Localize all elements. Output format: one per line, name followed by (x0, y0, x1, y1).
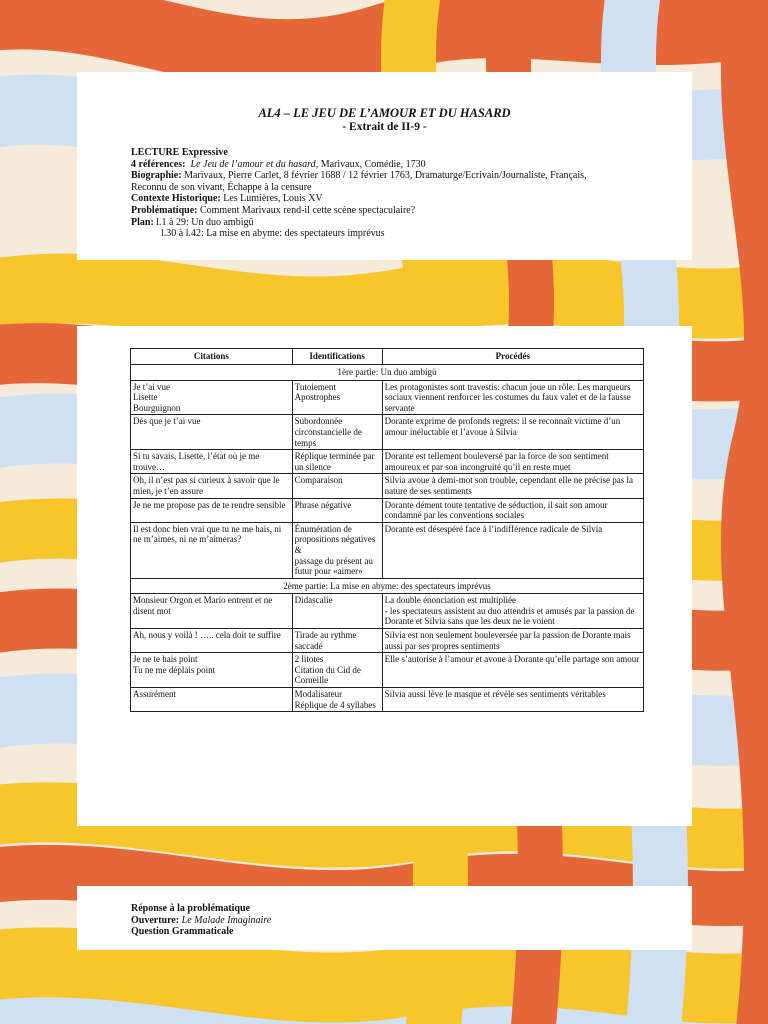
table-row (131, 688, 644, 712)
header-procedes: Procédés (382, 349, 643, 365)
page-subtitle: - Extrait de II-9 - (342, 121, 427, 133)
identification-cell: Modalisateur Réplique de 4 syllabes (292, 688, 382, 712)
identification-cell: Tutoiement Apostrophes (292, 380, 382, 415)
procede-cell: Dorante exprime de profonds regrets: il se reconnaît victime d’un amour inéluctable et l’avoue à Silvia (382, 415, 643, 450)
lecture-label: LECTURE Expressive (131, 147, 228, 158)
table-card (77, 326, 692, 826)
citation-cell: Assurément (131, 688, 293, 712)
info-block (131, 147, 671, 240)
header-card (77, 72, 692, 260)
context-label: Contexte Historique: (131, 193, 221, 205)
citation-cell: Dès que je t’ai vue (131, 415, 293, 450)
grammar-label: Question Grammaticale (131, 926, 234, 938)
identification-cell: Tirade au rythme saccadé (292, 629, 382, 653)
identification-cell: Subordonnée circonstancielle de temps (292, 415, 382, 450)
analysis-table (130, 348, 644, 712)
citation-cell: Je ne te hais point Tu ne me déplais point (131, 653, 293, 688)
citation-cell: Monsieur Orgon et Mario entrent et ne disent mot (131, 594, 293, 629)
table-row (131, 415, 644, 450)
footer-card (77, 886, 692, 950)
citation-cell: Il est donc bien vrai que tu ne me hais, ni ne m’aimes, ni ne m’aimeras? (131, 522, 293, 578)
response-label: Réponse à la problématique (131, 903, 250, 914)
procede-cell: Les protagonistes sont travestis: chacun joue un rôle. Les marqueurs sociaux viennent renforcer les costumes du faux valet et de la fausse servante (382, 380, 643, 415)
identification-cell: Réplique terminée par un silence (292, 450, 382, 474)
identification-cell: Didascalie (292, 594, 382, 629)
citation-cell: Si tu savais, Lisette, l’état où je me trouve… (131, 450, 293, 474)
citation-cell: Oh, il n’est pas si curieux à savoir que le mien, je t’en assure (131, 474, 293, 498)
procede-cell: Elle s’autorise à l’amour et avoue à Dorante qu’elle partage son amour (382, 653, 643, 688)
overture-value: Le Malade Imaginaire (181, 914, 272, 926)
problem-value: Comment Marivaux rend-il cette scène spectaculaire? (199, 204, 416, 216)
bio-line1: Marivaux, Pierre Carlet, 8 février 1688 / 12 février 1763, Dramaturge/Ecrivain/Journaliste, Français, (184, 170, 587, 182)
table-row (131, 450, 644, 474)
identification-cell: 2 litotes Citation du Cid de Corneille (292, 653, 382, 688)
table-row (131, 653, 644, 688)
table-row (131, 594, 644, 629)
table-row (131, 498, 644, 522)
procede-cell: Dorante est tellement bouleversé par la force de son sentiment amoureux et par son incongruité qu’il en reste muet (382, 450, 643, 474)
refs-work: Le Jeu de l’amour et du hasard (190, 158, 316, 170)
footer-block (131, 903, 271, 938)
section-part2 (131, 578, 644, 594)
plan-item-1: l.1 à 29: Un duo ambigü (156, 216, 254, 228)
header-citations: Citations (131, 349, 293, 365)
section-part2-title: 2ème partie: La mise en abyme: des spectateurs imprévus (131, 578, 644, 594)
procede-cell: La double énonciation est multipliée - les spectateurs assistent au duo attendris et amusés par la passion de Dorante et Silvia sans que les deux ne le voient (382, 594, 643, 629)
procede-cell: Dorante dément toute tentative de séduction, il sait son amour condamné par les conventions sociales (382, 498, 643, 522)
table-row (131, 380, 644, 415)
section-part1 (131, 365, 644, 381)
procede-cell: Silvia avoue à demi-mot son trouble, cependant elle ne précise pas la nature de ses sentiments (382, 474, 643, 498)
identification-cell: Phrase négative (292, 498, 382, 522)
plan-label: Plan: (131, 216, 154, 228)
plan-item-2: l.30 à l.42: La mise en abyme: des spectateurs imprévus (161, 228, 385, 240)
procede-cell: Dorante est désespéré face à l’indifférence radicale de Silvia (382, 522, 643, 578)
problem-label: Problématique: (131, 204, 198, 216)
refs-label: 4 références: (131, 158, 186, 170)
procede-cell: Silvia aussi lève le masque et révèle ses sentiments véritables (382, 688, 643, 712)
context-value: Les Lumières, Louis XV (223, 193, 323, 205)
citation-cell: Ah, nous y voilà ! ….. cela doit te suffire (131, 629, 293, 653)
procede-cell: Silvia est non seulement bouleversée par la passion de Dorante mais aussi par ses propres sentiments (382, 629, 643, 653)
header-identifications: Identifications (292, 349, 382, 365)
citation-cell: Je ne me propose pas de te rendre sensible (131, 498, 293, 522)
page-title: AL4 – LE JEU DE L’AMOUR ET DU HASARD (258, 106, 511, 120)
bio-label: Biographie: (131, 170, 182, 182)
table-row (131, 629, 644, 653)
table-header-row (131, 349, 644, 365)
bio-line2: Reconnu de son vivant, Échappe à la censure (131, 181, 312, 193)
refs-rest: , Marivaux, Comédie, 1730 (315, 158, 426, 170)
overture-label: Ouverture: (131, 914, 180, 926)
citation-cell: Je t’ai vue Lisette Bourguignon (131, 380, 293, 415)
identification-cell: Comparaison (292, 474, 382, 498)
section-part1-title: 1ère partie: Un duo ambigü (131, 365, 644, 381)
identification-cell: Énumération de propositions négatives & passage du présent au futur pour «aimer» (292, 522, 382, 578)
table-row (131, 522, 644, 578)
table-row (131, 474, 644, 498)
